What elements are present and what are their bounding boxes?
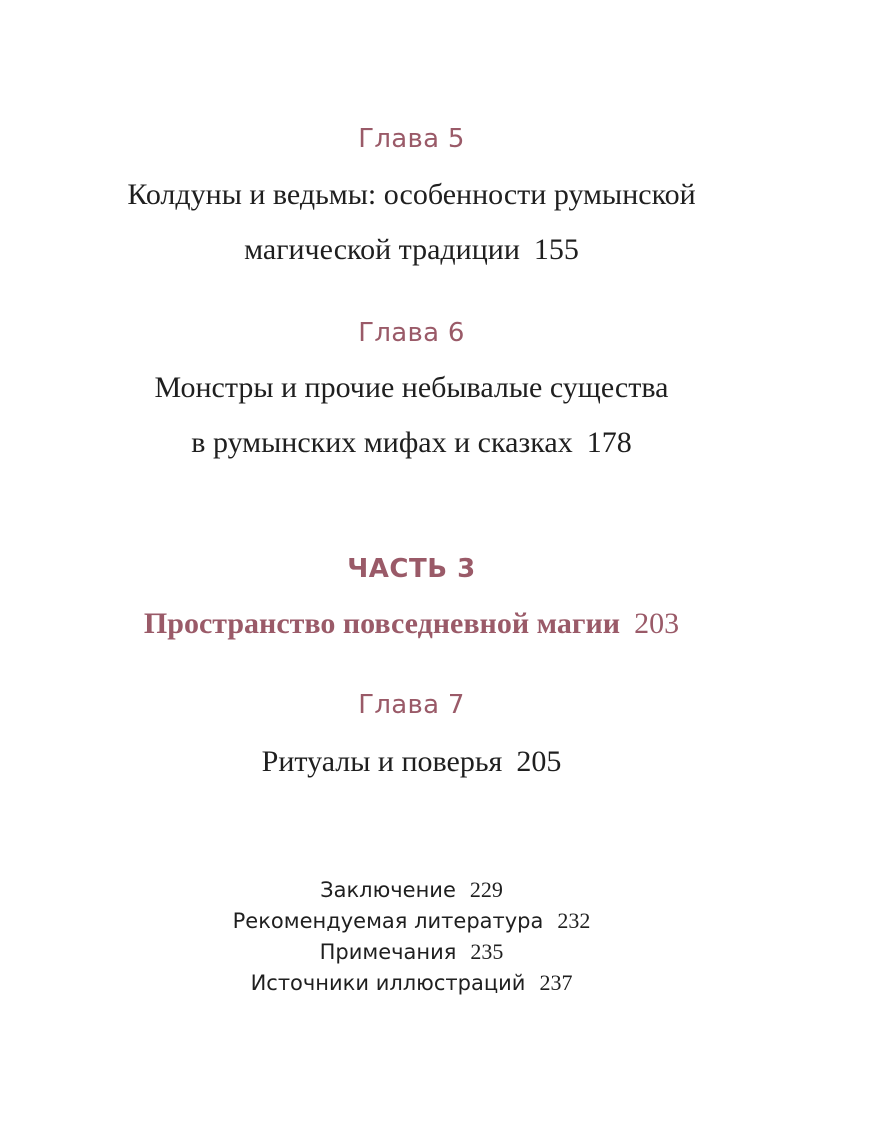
back-matter-item-notes [0,939,823,965]
back-matter-title: Заключение [320,878,456,902]
back-matter-item-illustrations [0,970,823,996]
part-3-label: ЧАСТЬ 3 [347,554,476,584]
chapter-6-title-line-2 [0,426,823,460]
part-3-title: Пространство повседневной магии [143,607,621,640]
chapter-5-title-line-1: Колдуны и ведьмы: особенности румынской [127,178,696,211]
back-matter-title: Источники иллюстраций [250,971,526,995]
part-3-page-number: 203 [634,607,680,640]
back-matter-page-number: 229 [469,877,503,902]
back-matter-page-number: 235 [470,939,504,964]
back-matter-page-number: 237 [539,970,573,995]
chapter-6-title-line-1: Монстры и прочие небывалые существа [154,371,669,404]
chapter-7-page-number: 205 [516,745,562,778]
chapter-6-title-text: в румынских мифах и сказках [191,426,573,459]
chapter-6-page-number: 178 [586,426,632,459]
chapter-7-title-line [0,745,823,779]
chapter-5-title-text: магической традиции [244,233,520,266]
chapter-6-label: Глава 6 [358,318,465,348]
chapter-7-title: Ритуалы и поверья [261,745,503,778]
back-matter-title: Примечания [319,940,457,964]
chapter-5-page-number: 155 [533,233,579,266]
chapter-5-title-line-2 [0,233,823,267]
back-matter-item-reading [0,908,823,934]
back-matter-title: Рекомендуемая литература [232,909,544,933]
chapter-7-label: Глава 7 [358,690,465,720]
part-3-title-line [0,607,823,641]
back-matter-item-conclusion [0,877,823,903]
chapter-5-label: Глава 5 [358,124,465,154]
back-matter-page-number: 232 [557,908,591,933]
